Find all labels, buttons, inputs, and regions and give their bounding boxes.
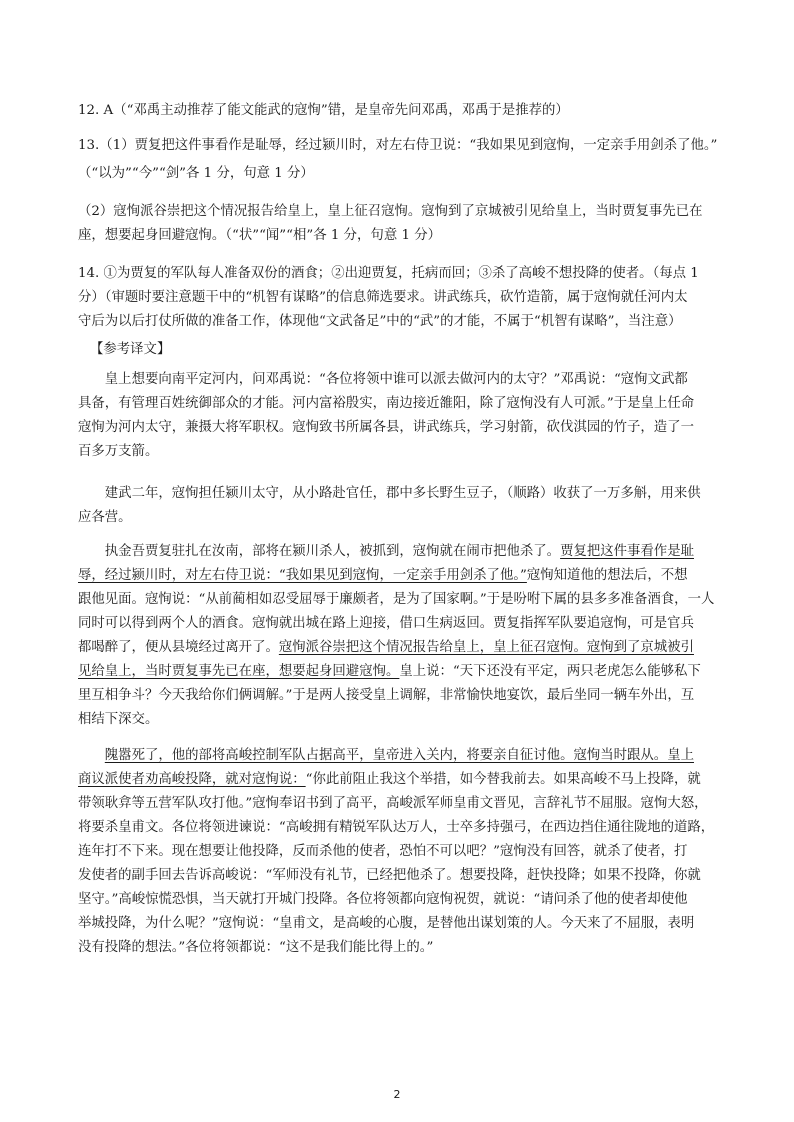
answer-14-line: 分）（审题时要注意题干中的“机智有谋略”的信息筛选要求。讲武练兵，砍竹造箭，属于寇恂就任河内太 <box>78 290 688 305</box>
translation-heading: 【参考译文】 <box>90 342 171 357</box>
translation-line: 连年打不下来。现在想要让他投降，反而杀他的使者，恐怕不可以吧？”寇恂没有回答，就杀了使者，打 <box>78 844 688 859</box>
answer-12 <box>78 99 724 123</box>
translation-line <box>78 540 724 564</box>
translation-line <box>78 636 724 660</box>
translation-line: 发使者的副手回去告诉高峻说：“军师没有礼节，已经把他杀了。想要投降，赶快投降；如果不投降，你就 <box>78 868 701 883</box>
translation-line <box>78 744 724 768</box>
translation-line: 皇上想要向南平定河内，问邓禹说：“各位将领中谁可以派去做河内的太守？”邓禹说：“寇恂文武都 <box>104 372 688 387</box>
translation-line: 具备，有管理百姓统御部众的才能。河内富裕殷实，南边接近雒阳，除了寇恂没有人可派。”于是皇上任命 <box>78 396 695 411</box>
translation-line: 里互相争斗？今天我给你们俩调解。”于是两人接受皇上调解，非常愉快地宴饮，最后坐同一辆车外出，互 <box>78 688 695 703</box>
translation-line: 百多万支箭。 <box>78 444 159 459</box>
translation-line <box>78 660 724 684</box>
underlined-translation-text: 商议派使者劝高峻投降，就对寇恂说： <box>78 772 306 787</box>
translation-line: 将要杀皇甫文。各位将领进谏说：“高峻拥有精锐军队达万人，士卒多持强弓，在西边挡住通往陇地的道路， <box>78 820 715 835</box>
underlined-translation-text: 寇恂派谷崇把这个情况报告给皇上，皇上征召寇恂。寇恂到了京城被引 <box>278 640 694 655</box>
page-number: 2 <box>393 1088 401 1101</box>
underlined-translation-text: 见给皇上，当时贾复事先已在座，想要起身回避寇恂。 <box>78 664 400 679</box>
translation-text: 执金吾贾复驻扎在汝南，部将在颍川杀人，被抓到，寇恂就在闹市把他杀了。 <box>104 544 561 559</box>
translation-paragraph-4 <box>78 744 724 960</box>
answer-13-1-scoring: （“以为”“今”“剑”各 1 分，句意 1 分） <box>78 166 314 181</box>
answer-13-2 <box>78 200 724 248</box>
answer-13-1-line: 13.（1）贾复把这件事看作是耻辱，经过颍川时，对左右侍卫说：“我如果见到寇恂，一定亲手用剑杀了他。” <box>78 138 718 153</box>
translation-line: 跟他见面。寇恂说：“从前蔺相如忍受屈辱于廉颇者，是为了国家啊。”于是吩咐下属的县多多准备酒食，一人 <box>78 592 715 607</box>
underlined-translation-text: 贾复把这件事看作是耻 <box>560 544 694 559</box>
translation-line <box>78 564 724 588</box>
translation-line: 相结下深交。 <box>78 712 159 727</box>
answer-13-1 <box>78 134 724 186</box>
answer-12-text: 12. A（“邓禹主动推荐了能文能武的寇恂”错，是皇帝先问邓禹，邓禹于是推荐的） <box>78 103 569 118</box>
translation-paragraph-1 <box>78 368 724 464</box>
translation-line: 没有投降的想法。”各位将领都说：“这不是我们能比得上的。” <box>78 940 434 955</box>
translation-line: 举城投降，为什么呢？”寇恂说：“皇甫文，是高峻的心腹，是替他出谋划策的人。今天来了不屈服，表明 <box>78 916 695 931</box>
answer-13-2-line: 座，想要起身回避寇恂。（“状”“闻”“相”各 1 分，句意 1 分） <box>78 228 442 243</box>
answer-14-line: 14. ①为贾复的军队每人准备双份的酒食；②出迎贾复，托病而回；③杀了高峻不想投降的使者。（每点 1 <box>78 266 699 281</box>
translation-paragraph-3 <box>78 540 724 732</box>
translation-text: 皇上说：“天下还没有平定，两只老虎怎么能够私下 <box>399 664 701 679</box>
answer-13-2-line: （2）寇恂派谷崇把这个情况报告给皇上，皇上征召寇恂。寇恂到了京城被引见给皇上，当时贾复事先已在 <box>78 204 703 219</box>
answer-14 <box>78 262 724 334</box>
translation-line <box>78 768 724 792</box>
translation-line: 坚守。”高峻惊慌恐惧，当天就打开城门投降。各位将领都向寇恂祝贺，就说：“请问杀了他的使者却使他 <box>78 892 688 907</box>
translation-line: 同时可以得到两个人的酒食。寇恂就出城在路上迎接，借口生病返回。贾复指挥军队要追寇恂，可是官兵 <box>78 616 694 631</box>
translation-line: 带领耿弇等五营军队攻打他。”寇恂奉诏书到了高平，高峻派军师皇甫文晋见，言辞礼节不屈服。寇恂大怒， <box>78 796 708 811</box>
translation-line: 建武二年，寇恂担任颍川太守，从小路赴官任，郡中多长野生豆子，（顺路）收获了一万多斛，用来供 <box>104 486 701 501</box>
translation-text: 都喝醉了，便从县境经过离开了。 <box>78 640 279 655</box>
translation-text: 寇恂知道他的想法后，不想 <box>526 568 688 583</box>
translation-paragraph-2 <box>78 482 724 530</box>
answer-14-line: 守后为以后打仗所做的准备工作，体现他“文武备足”中的“武”的才能，不属于“机智有谋略”，当注意） <box>78 314 682 329</box>
underlined-translation-text: 辱，经过颍川时，对左右侍卫说：“我如果见到寇恂，一定亲手用剑杀了他。” <box>78 568 527 583</box>
translation-line: 应各营。 <box>78 510 132 525</box>
translation-line: 寇恂为河内太守，兼摄大将军职权。寇恂致书所属各县，讲武练兵，学习射箭，砍伐淇园的竹子，造了一 <box>78 420 694 435</box>
underlined-translation-text: 隗嚣死了，他的部将高峻控制军队占据高平，皇帝进入关内，将要亲自征讨他。寇恂当时跟从。皇上 <box>104 748 694 763</box>
translation-text: “你此前阻止我这个举措，如今替我前去。如果高峻不马上投降，就 <box>305 772 701 787</box>
